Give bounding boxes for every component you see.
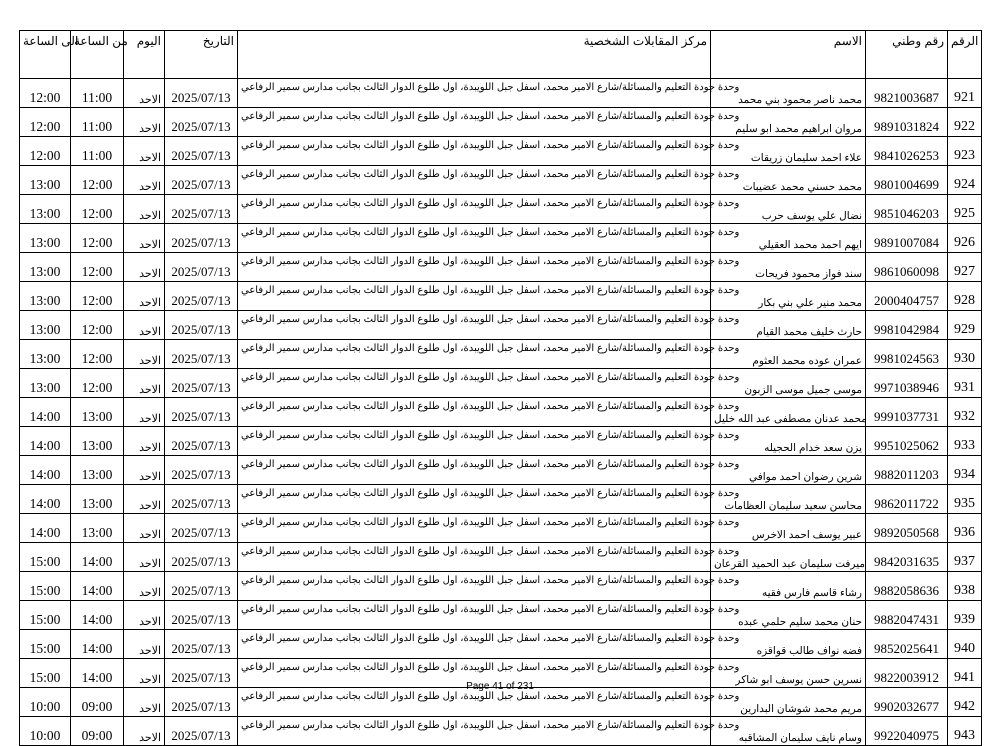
cell-day: الاحد [124,688,165,717]
table-row [20,398,982,427]
cell-seq: 936 [948,514,982,543]
cell-day: الاحد [124,311,165,340]
cell-from-time: 12:00 [71,253,124,282]
cell-date: 2025/07/13 [165,79,238,108]
table-row [20,282,982,311]
cell-day: الاحد [124,514,165,543]
cell-interview-center: وحدة جودة التعليم والمسائلة/شارع الامير محمد، اسفل جبل اللويبدة، اول طلوع الدوار الثالث بجانب مدارس سمير الرفاعي [238,195,711,224]
cell-from-time: 12:00 [71,224,124,253]
cell-seq: 923 [948,137,982,166]
cell-interview-center: وحدة جودة التعليم والمسائلة/شارع الامير محمد، اسفل جبل اللويبدة، اول طلوع الدوار الثالث بجانب مدارس سمير الرفاعي [238,282,711,311]
cell-from-time: 13:00 [71,398,124,427]
cell-to-time: 14:00 [20,398,71,427]
cell-from-time: 13:00 [71,514,124,543]
cell-seq: 924 [948,166,982,195]
table-row [20,79,982,108]
cell-to-time: 13:00 [20,166,71,195]
cell-national-id: 9861060098 [866,253,948,282]
cell-interview-center: وحدة جودة التعليم والمسائلة/شارع الامير محمد، اسفل جبل اللويبدة، اول طلوع الدوار الثالث بجانب مدارس سمير الرفاعي [238,311,711,340]
cell-day: الاحد [124,456,165,485]
cell-from-time: 14:00 [71,543,124,572]
cell-seq: 931 [948,369,982,398]
cell-to-time: 14:00 [20,485,71,514]
cell-to-time: 10:00 [20,717,71,746]
cell-from-time: 14:00 [71,630,124,659]
cell-to-time: 15:00 [20,543,71,572]
cell-date: 2025/07/13 [165,485,238,514]
cell-from-time: 14:00 [71,572,124,601]
cell-day: الاحد [124,659,165,688]
cell-day: الاحد [124,369,165,398]
cell-interview-center: وحدة جودة التعليم والمسائلة/شارع الامير محمد، اسفل جبل اللويبدة، اول طلوع الدوار الثالث بجانب مدارس سمير الرفاعي [238,717,711,746]
cell-from-time: 12:00 [71,311,124,340]
cell-day: الاحد [124,427,165,456]
table-row [20,514,982,543]
cell-from-time: 12:00 [71,166,124,195]
cell-name: محمد حسني محمد عضيبات [711,166,866,195]
cell-interview-center: وحدة جودة التعليم والمسائلة/شارع الامير محمد، اسفل جبل اللويبدة، اول طلوع الدوار الثالث بجانب مدارس سمير الرفاعي [238,601,711,630]
cell-name: ايهم احمد محمد العقيلي [711,224,866,253]
cell-name: مروان ابراهيم محمد ابو سليم [711,108,866,137]
cell-date: 2025/07/13 [165,688,238,717]
cell-seq: 928 [948,282,982,311]
cell-date: 2025/07/13 [165,398,238,427]
cell-seq: 938 [948,572,982,601]
cell-from-time: 11:00 [71,137,124,166]
cell-day: الاحد [124,572,165,601]
cell-seq: 926 [948,224,982,253]
cell-interview-center: وحدة جودة التعليم والمسائلة/شارع الامير محمد، اسفل جبل اللويبدة، اول طلوع الدوار الثالث بجانب مدارس سمير الرفاعي [238,456,711,485]
cell-interview-center: وحدة جودة التعليم والمسائلة/شارع الامير محمد، اسفل جبل اللويبدة، اول طلوع الدوار الثالث بجانب مدارس سمير الرفاعي [238,137,711,166]
cell-seq: 933 [948,427,982,456]
schedule-sheet [19,30,981,746]
cell-name: حنان محمد سليم حلمي عبده [711,601,866,630]
cell-interview-center: وحدة جودة التعليم والمسائلة/شارع الامير محمد، اسفل جبل اللويبدة، اول طلوع الدوار الثالث بجانب مدارس سمير الرفاعي [238,572,711,601]
cell-date: 2025/07/13 [165,340,238,369]
cell-name: محمد عدنان مصطفى عبد الله خليل [711,398,866,427]
cell-name: حارث خليف محمد القيام [711,311,866,340]
header-seq: الرقم [948,31,982,79]
cell-to-time: 15:00 [20,659,71,688]
cell-seq: 941 [948,659,982,688]
cell-seq: 927 [948,253,982,282]
cell-seq: 940 [948,630,982,659]
cell-from-time: 09:00 [71,688,124,717]
header-name: الاسم [711,31,866,79]
cell-national-id: 9862011722 [866,485,948,514]
cell-date: 2025/07/13 [165,166,238,195]
table-row [20,456,982,485]
table-row [20,572,982,601]
cell-national-id: 9922040975 [866,717,948,746]
cell-national-id: 9882047431 [866,601,948,630]
cell-date: 2025/07/13 [165,311,238,340]
table-row [20,717,982,746]
cell-name: محمد ناصر محمود بني محمد [711,79,866,108]
cell-interview-center: وحدة جودة التعليم والمسائلة/شارع الامير محمد، اسفل جبل اللويبدة، اول طلوع الدوار الثالث بجانب مدارس سمير الرفاعي [238,108,711,137]
cell-to-time: 12:00 [20,137,71,166]
cell-interview-center: وحدة جودة التعليم والمسائلة/شارع الامير محمد، اسفل جبل اللويبدة، اول طلوع الدوار الثالث بجانب مدارس سمير الرفاعي [238,253,711,282]
interview-schedule-table [19,30,982,746]
table-row [20,601,982,630]
cell-national-id: 9902032677 [866,688,948,717]
table-row [20,630,982,659]
cell-from-time: 12:00 [71,195,124,224]
cell-seq: 939 [948,601,982,630]
cell-from-time: 11:00 [71,79,124,108]
cell-day: الاحد [124,166,165,195]
cell-date: 2025/07/13 [165,369,238,398]
cell-date: 2025/07/13 [165,659,238,688]
cell-date: 2025/07/13 [165,543,238,572]
cell-national-id: 9852025641 [866,630,948,659]
cell-date: 2025/07/13 [165,137,238,166]
table-row [20,543,982,572]
cell-date: 2025/07/13 [165,195,238,224]
cell-national-id: 9892050568 [866,514,948,543]
table-row [20,108,982,137]
cell-from-time: 12:00 [71,340,124,369]
cell-interview-center: وحدة جودة التعليم والمسائلة/شارع الامير محمد، اسفل جبل اللويبدة، اول طلوع الدوار الثالث بجانب مدارس سمير الرفاعي [238,369,711,398]
cell-national-id: 9891031824 [866,108,948,137]
cell-interview-center: وحدة جودة التعليم والمسائلة/شارع الامير محمد، اسفل جبل اللويبدة، اول طلوع الدوار الثالث بجانب مدارس سمير الرفاعي [238,688,711,717]
cell-to-time: 10:00 [20,688,71,717]
table-row [20,485,982,514]
cell-date: 2025/07/13 [165,224,238,253]
cell-to-time: 13:00 [20,369,71,398]
header-date: التاريخ [165,31,238,79]
table-row [20,195,982,224]
cell-date: 2025/07/13 [165,282,238,311]
cell-day: الاحد [124,543,165,572]
cell-to-time: 13:00 [20,340,71,369]
cell-day: الاحد [124,79,165,108]
cell-from-time: 13:00 [71,427,124,456]
cell-date: 2025/07/13 [165,717,238,746]
cell-date: 2025/07/13 [165,427,238,456]
cell-to-time: 13:00 [20,311,71,340]
cell-name: مريم محمد شوشان البدارين [711,688,866,717]
cell-national-id: 9981024563 [866,340,948,369]
table-row [20,369,982,398]
cell-day: الاحد [124,630,165,659]
table-row [20,137,982,166]
cell-day: الاحد [124,340,165,369]
cell-to-time: 14:00 [20,456,71,485]
header-from-time: من الساعة [71,31,124,79]
cell-name: سند فواز محمود فريحات [711,253,866,282]
cell-national-id: 2000404757 [866,282,948,311]
cell-interview-center: وحدة جودة التعليم والمسائلة/شارع الامير محمد، اسفل جبل اللويبدة، اول طلوع الدوار الثالث بجانب مدارس سمير الرفاعي [238,630,711,659]
cell-national-id: 9801004699 [866,166,948,195]
cell-date: 2025/07/13 [165,253,238,282]
cell-name: عمران عوده محمد العثوم [711,340,866,369]
cell-from-time: 13:00 [71,456,124,485]
cell-interview-center: وحدة جودة التعليم والمسائلة/شارع الامير محمد، اسفل جبل اللويبدة، اول طلوع الدوار الثالث بجانب مدارس سمير الرفاعي [238,340,711,369]
cell-to-time: 12:00 [20,79,71,108]
cell-seq: 937 [948,543,982,572]
cell-seq: 925 [948,195,982,224]
cell-to-time: 13:00 [20,253,71,282]
cell-name: نضال علي يوسف حرب [711,195,866,224]
header-day: اليوم [124,31,165,79]
cell-interview-center: وحدة جودة التعليم والمسائلة/شارع الامير محمد، اسفل جبل اللويبدة، اول طلوع الدوار الثالث بجانب مدارس سمير الرفاعي [238,79,711,108]
cell-national-id: 9822003912 [866,659,948,688]
cell-seq: 934 [948,456,982,485]
cell-national-id: 9981042984 [866,311,948,340]
cell-day: الاحد [124,282,165,311]
cell-day: الاحد [124,108,165,137]
cell-from-time: 11:00 [71,108,124,137]
cell-interview-center: وحدة جودة التعليم والمسائلة/شارع الامير محمد، اسفل جبل اللويبدة، اول طلوع الدوار الثالث بجانب مدارس سمير الرفاعي [238,485,711,514]
cell-interview-center: وحدة جودة التعليم والمسائلة/شارع الامير محمد، اسفل جبل اللويبدة، اول طلوع الدوار الثالث بجانب مدارس سمير الرفاعي [238,427,711,456]
cell-to-time: 13:00 [20,195,71,224]
cell-from-time: 12:00 [71,282,124,311]
cell-national-id: 9991037731 [866,398,948,427]
cell-interview-center: وحدة جودة التعليم والمسائلة/شارع الامير محمد، اسفل جبل اللويبدة، اول طلوع الدوار الثالث بجانب مدارس سمير الرفاعي [238,514,711,543]
table-row [20,166,982,195]
header-to-time: الى الساعة [20,31,71,79]
cell-to-time: 13:00 [20,224,71,253]
cell-name: نسرين حسن يوسف ابو شاكر [711,659,866,688]
cell-from-time: 14:00 [71,659,124,688]
cell-to-time: 12:00 [20,108,71,137]
cell-to-time: 15:00 [20,601,71,630]
cell-to-time: 13:00 [20,282,71,311]
cell-name: موسى جميل موسى الزبون [711,369,866,398]
cell-name: علاء احمد سليمان زريقات [711,137,866,166]
cell-from-time: 12:00 [71,369,124,398]
cell-to-time: 15:00 [20,572,71,601]
cell-seq: 929 [948,311,982,340]
cell-from-time: 14:00 [71,601,124,630]
cell-seq: 935 [948,485,982,514]
cell-seq: 921 [948,79,982,108]
cell-day: الاحد [124,253,165,282]
cell-day: الاحد [124,224,165,253]
table-row [20,253,982,282]
cell-national-id: 9841026253 [866,137,948,166]
cell-date: 2025/07/13 [165,456,238,485]
cell-national-id: 9891007084 [866,224,948,253]
cell-seq: 942 [948,688,982,717]
table-row [20,340,982,369]
cell-national-id: 9821003687 [866,79,948,108]
cell-name: ميرفت سليمان عبد الحميد القرعان [711,543,866,572]
cell-to-time: 14:00 [20,514,71,543]
table-row [20,427,982,456]
cell-name: يزن سعد خدام الحجيله [711,427,866,456]
cell-from-time: 13:00 [71,485,124,514]
cell-date: 2025/07/13 [165,108,238,137]
cell-national-id: 9951025062 [866,427,948,456]
cell-interview-center: وحدة جودة التعليم والمسائلة/شارع الامير محمد، اسفل جبل اللويبدة، اول طلوع الدوار الثالث بجانب مدارس سمير الرفاعي [238,166,711,195]
cell-seq: 943 [948,717,982,746]
cell-seq: 930 [948,340,982,369]
cell-day: الاحد [124,137,165,166]
cell-name: محاسن سعيد سليمان العظامات [711,485,866,514]
cell-day: الاحد [124,398,165,427]
page-number: Page 41 of 231 [466,681,534,692]
cell-seq: 922 [948,108,982,137]
cell-national-id: 9842031635 [866,543,948,572]
cell-name: رشاء قاسم فارس فقيه [711,572,866,601]
cell-national-id: 9971038946 [866,369,948,398]
cell-date: 2025/07/13 [165,630,238,659]
cell-interview-center: وحدة جودة التعليم والمسائلة/شارع الامير محمد، اسفل جبل اللويبدة، اول طلوع الدوار الثالث بجانب مدارس سمير الرفاعي [238,659,711,688]
table-row [20,311,982,340]
cell-interview-center: وحدة جودة التعليم والمسائلة/شارع الامير محمد، اسفل جبل اللويبدة، اول طلوع الدوار الثالث بجانب مدارس سمير الرفاعي [238,398,711,427]
cell-seq: 932 [948,398,982,427]
cell-to-time: 15:00 [20,630,71,659]
cell-from-time: 09:00 [71,717,124,746]
table-row [20,224,982,253]
cell-date: 2025/07/13 [165,572,238,601]
header-interview-center: مركز المقابلات الشخصية [238,31,711,79]
cell-date: 2025/07/13 [165,601,238,630]
table-header-row [20,31,982,79]
cell-interview-center: وحدة جودة التعليم والمسائلة/شارع الامير محمد، اسفل جبل اللويبدة، اول طلوع الدوار الثالث بجانب مدارس سمير الرفاعي [238,543,711,572]
cell-day: الاحد [124,717,165,746]
header-national-id: رقم وطني [866,31,948,79]
cell-to-time: 14:00 [20,427,71,456]
cell-national-id: 9851046203 [866,195,948,224]
cell-name: محمد منير علي بني بكار [711,282,866,311]
cell-name: وسام نايف سليمان المشاقبه [711,717,866,746]
cell-name: فضه نواف طالب قواقزه [711,630,866,659]
cell-day: الاحد [124,195,165,224]
cell-day: الاحد [124,601,165,630]
cell-day: الاحد [124,485,165,514]
cell-national-id: 9882058636 [866,572,948,601]
cell-name: شرين رضوان احمد موافي [711,456,866,485]
cell-national-id: 9882011203 [866,456,948,485]
cell-date: 2025/07/13 [165,514,238,543]
cell-name: عبير يوسف احمد الاخرس [711,514,866,543]
cell-interview-center: وحدة جودة التعليم والمسائلة/شارع الامير محمد، اسفل جبل اللويبدة، اول طلوع الدوار الثالث بجانب مدارس سمير الرفاعي [238,224,711,253]
